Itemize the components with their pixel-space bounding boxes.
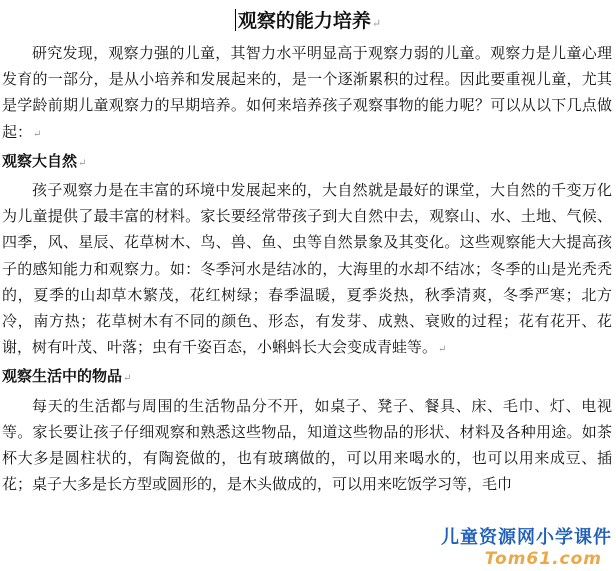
paragraph-mark-icon: ↵ <box>33 128 42 140</box>
heading-text: 观察大自然 <box>2 151 78 170</box>
site-watermark: 儿童资源网小学课件 <box>441 527 612 548</box>
paragraph-text: 每天的生活都与周围的生活物品分不开，如桌子、凳子、餐具、床、毛巾、灯、电视等。家长要让孩子仔细观察和熟悉这些物品，知道这些物品的形状、材料及各种用途。如茶杯大多是圆柱状的，有陶瓷做的，也有玻璃做的，可以用来喝水的，也可以用来成豆、插花；桌子大多是长方型或圆形的，是木头做成的，可以用来吃饭学习等，毛巾 <box>2 396 612 494</box>
daily-items-paragraph <box>2 393 612 498</box>
paragraph-text: 研究发现，观察力强的儿童，其智力水平明显高于观察力弱的儿童。观察力是儿童心理发育的一部分，是从小培养和发展起来的，是一个逐渐累积的过程。因此要重视儿童，尤其是学龄前期儿童观察力的早期培养。如何来培养孩子观察事物的能力呢？可以从以下几点做起： <box>2 44 612 141</box>
paragraph-text: 孩子观察力是在丰富的环境中发展起来的，大自然就是最好的课堂，大自然的千变万化为儿童提供了最丰富的材料。家长要经常带孩子到大自然中去，观察山、水、土地、气候、四季，风、星辰、花草树木、鸟、兽、鱼、虫等自然景象及其变化。这些观察能大大提高孩子的感知能力和观察力。如：冬季河水是结冰的，大海里的水却不结冰；冬季的山是光秃秃的，夏季的山却草木繁茂，花红树绿；春季温暖，夏季炎热，秋季清爽，冬季严寒；北方冷，南方热；花草树木有不同的颜色、形态，有发芽、成熟、衰败的过程；花有花开、花谢，树有叶茂、叶落；虫有千姿百态，小蝌蚪长大会变成青蛙等。 <box>2 181 612 357</box>
site-watermark-url: Tom61.com <box>484 549 602 569</box>
section-heading-daily-items <box>2 363 612 392</box>
heading-text: 观察生活中的物品 <box>2 367 123 386</box>
paragraph-mark-icon: ↵ <box>438 344 447 356</box>
intro-paragraph <box>2 40 612 148</box>
nature-paragraph <box>2 177 612 363</box>
section-heading-nature <box>2 148 612 177</box>
document-title: 观察的能力培养 <box>237 10 371 32</box>
paragraph-mark-icon: ↵ <box>123 373 132 385</box>
paragraph-mark-icon: ↵ <box>371 17 382 30</box>
text-cursor <box>235 9 236 31</box>
title-row <box>0 6 616 33</box>
document-body <box>2 40 612 497</box>
paragraph-mark-icon: ↵ <box>78 157 87 169</box>
